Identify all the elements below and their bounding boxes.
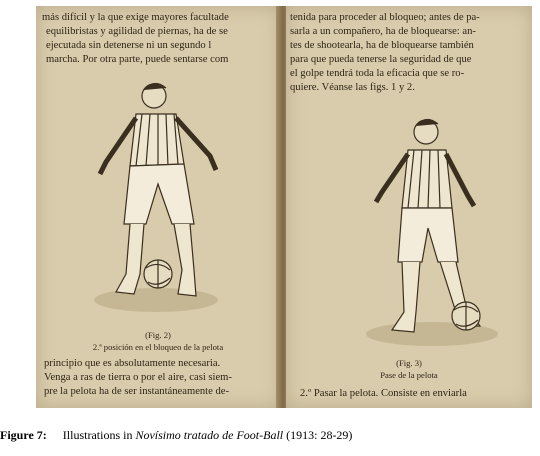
right-text-line-4: para que pueda tenerse la seguridad de que bbox=[290, 54, 472, 65]
figure-caption-text-after: (1913: 28-29) bbox=[283, 428, 353, 442]
figure-caption-text-before: Illustrations in bbox=[62, 428, 136, 442]
right-text-line-2: sarla a un compañero, ha de bloquearse: an- bbox=[290, 26, 476, 37]
figure-caption-book-title: Novísimo tratado de Foot-Ball bbox=[135, 428, 284, 442]
right-page bbox=[286, 6, 532, 408]
right-bottom-line: 2.º Pasar la pelota. Consiste en enviarla bbox=[300, 388, 467, 399]
right-text-line-3: tes de shootearla, ha de bloquearse también bbox=[290, 40, 474, 51]
right-text-line-5: el golpe tendrá toda la eficacia que se ro- bbox=[290, 68, 465, 79]
left-figure-number: (Fig. 2) bbox=[145, 330, 171, 340]
left-bottom-line-2: Venga a ras de tierra o por el aire, casi siem- bbox=[44, 372, 232, 383]
left-bottom-line-1: principio que es absolutamente necesaria. bbox=[44, 358, 221, 369]
right-figure-caption: Pase de la pelota bbox=[380, 370, 438, 380]
left-text-line-2: equilibristas y agilidad de piernas, ha de se bbox=[46, 26, 228, 37]
left-figure-caption: 2.ª posición en el bloqueo de la pelota bbox=[92, 342, 224, 352]
left-bottom-line-3: pre la pelota ha de ser instantáneamente de- bbox=[44, 386, 230, 397]
figure-label: Figure 7: bbox=[0, 428, 47, 442]
left-text-line-4: marcha. Por otra parte, puede sentarse com bbox=[46, 54, 229, 65]
right-figure-number: (Fig. 3) bbox=[396, 358, 422, 368]
left-text-line-3: ejecutada sin detenerse ni un segundo l bbox=[46, 40, 212, 51]
footballer-illustration-passing bbox=[342, 112, 512, 352]
footballer-illustration-blocking bbox=[86, 74, 246, 324]
left-page bbox=[36, 6, 280, 408]
right-text-line-6: quiere. Véanse las figs. 1 y 2. bbox=[290, 82, 415, 93]
figure-caption bbox=[0, 428, 352, 443]
book-spread-photo bbox=[36, 6, 532, 408]
left-text-line-1: más difícil y la que exige mayores facultade bbox=[42, 12, 229, 23]
right-text-line-1: tenida para proceder al bloqueo; antes de pa- bbox=[290, 12, 480, 23]
